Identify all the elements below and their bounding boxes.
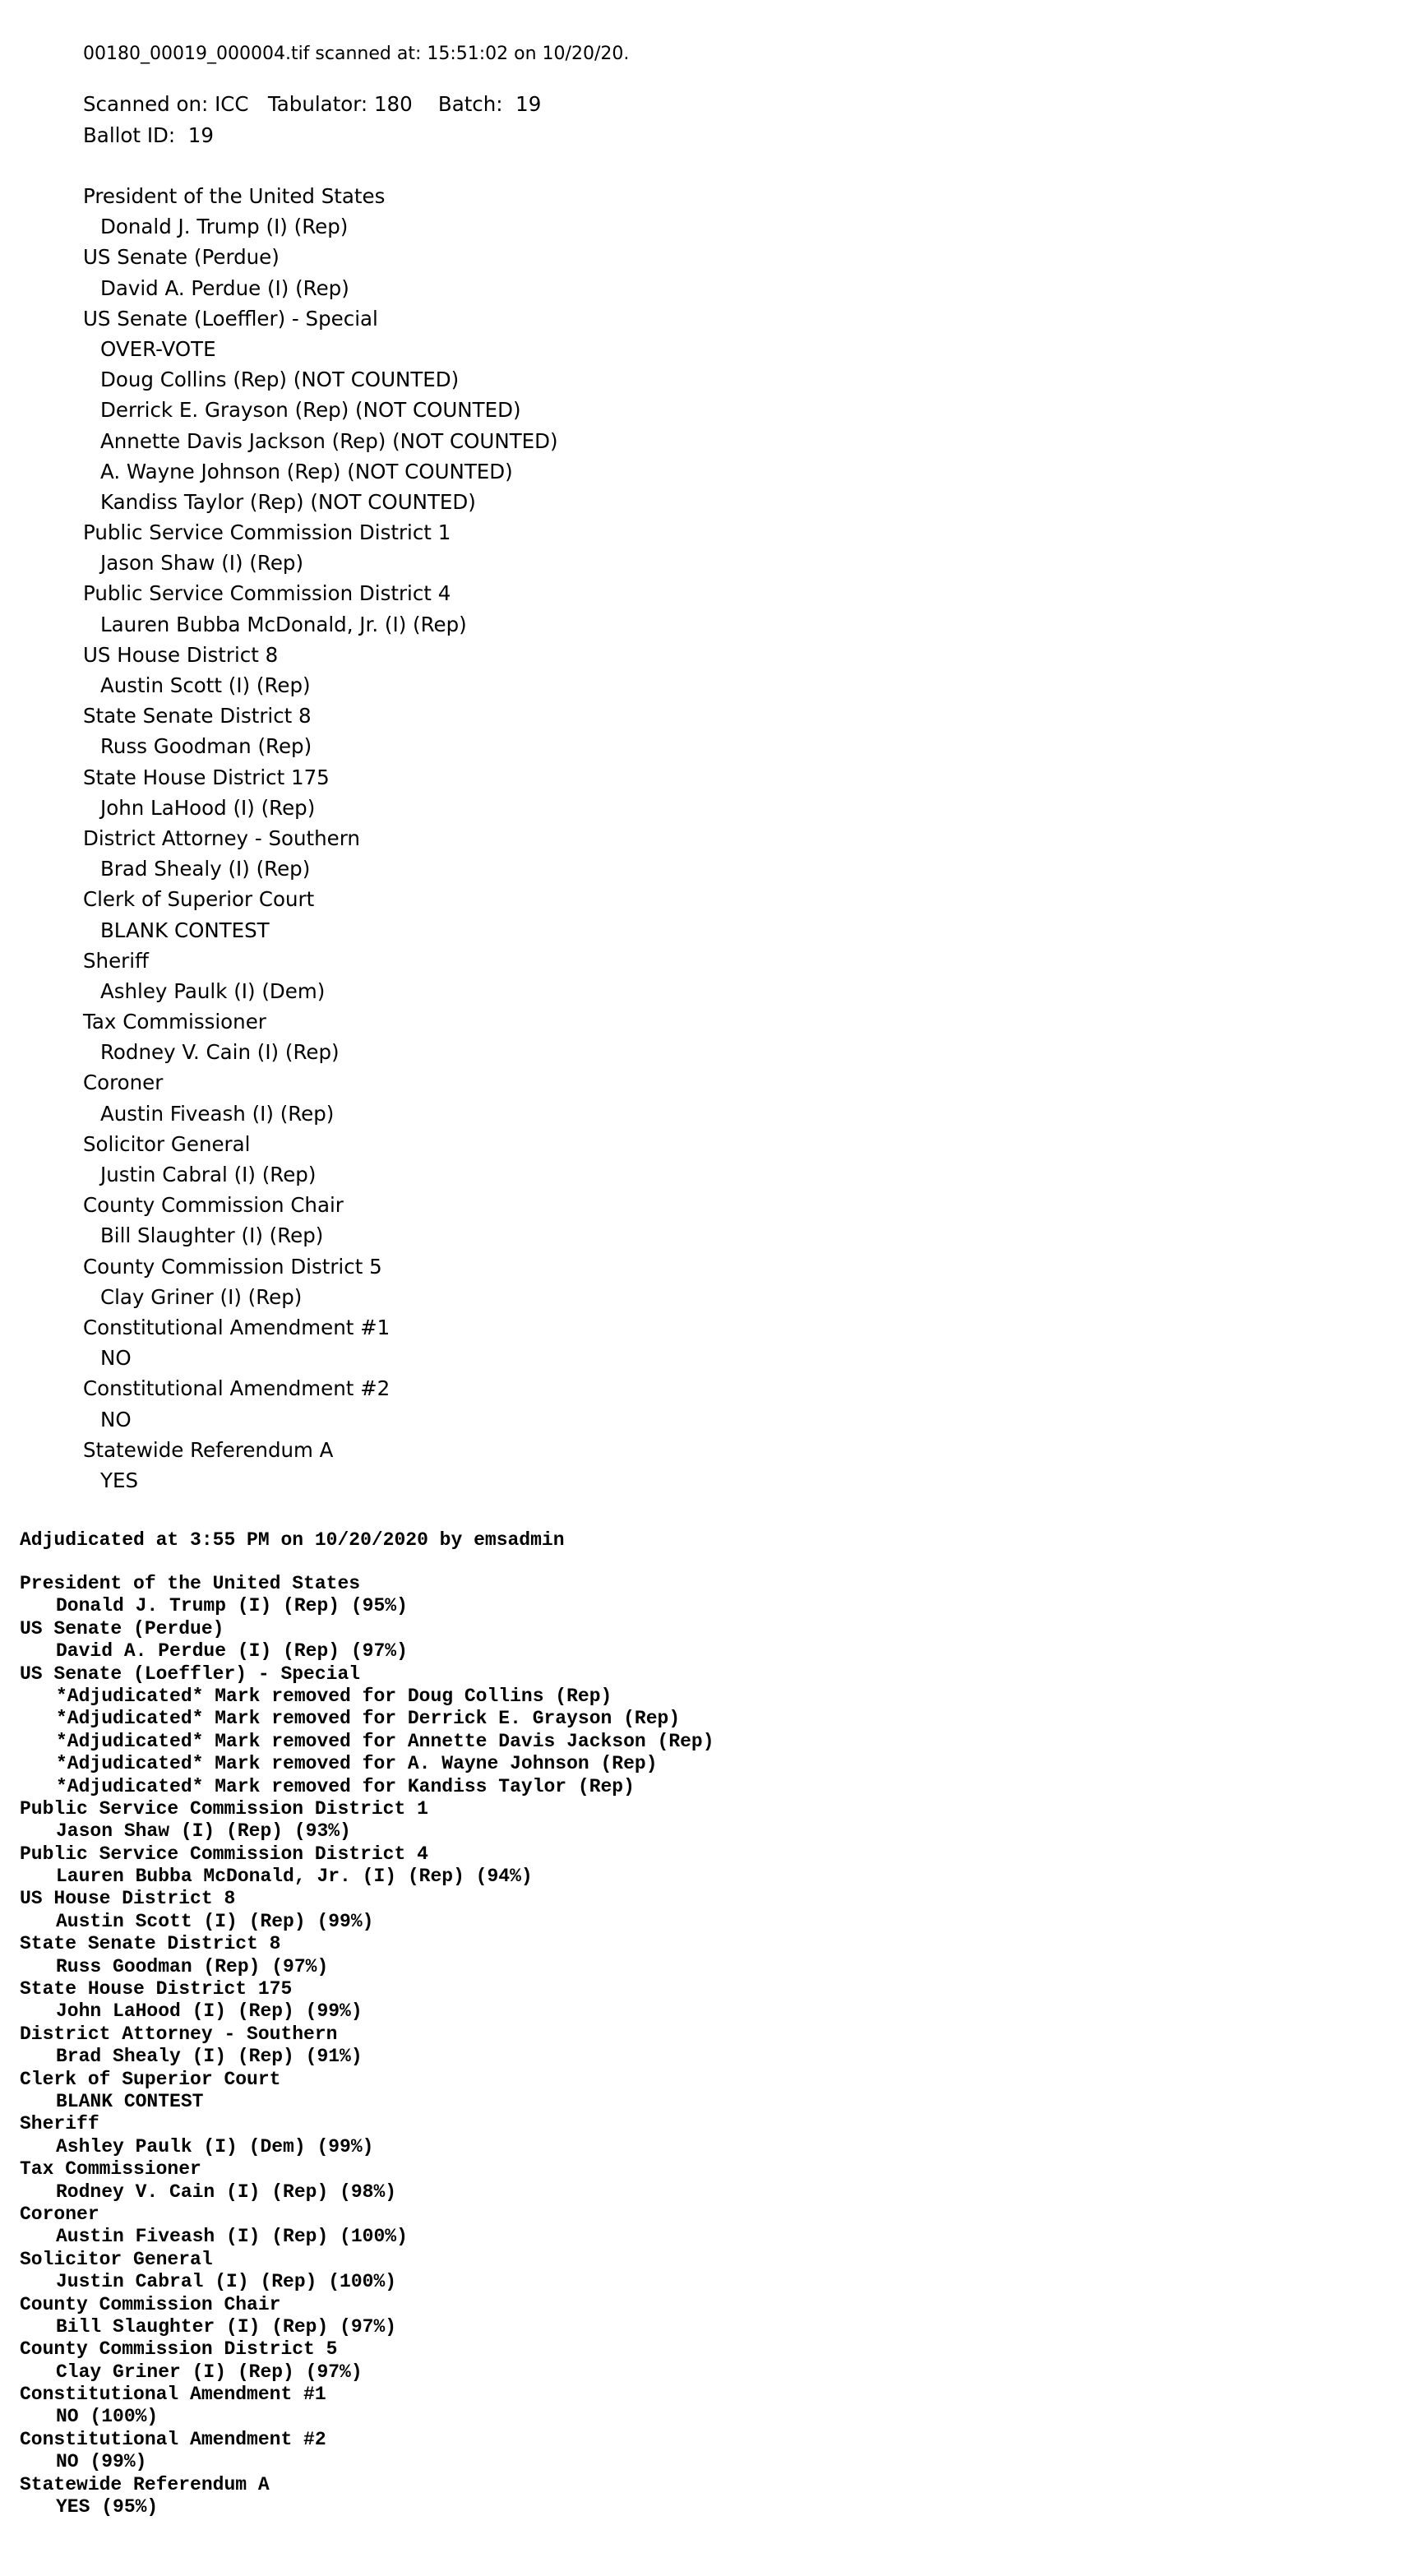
contest-choice: NO xyxy=(100,1346,132,1371)
contest-title: Public Service Commission District 4 xyxy=(83,581,451,606)
contest-choice: Rodney V. Cain (I) (Rep) xyxy=(100,1040,340,1065)
adjudication-contest-list xyxy=(20,1573,1335,2518)
contest-choice: YES (95%) xyxy=(56,2496,159,2518)
contest-title: Statewide Referendum A xyxy=(83,1437,334,1462)
contest-choice: A. Wayne Johnson (Rep) (NOT COUNTED) xyxy=(100,459,513,483)
adjudication-section xyxy=(20,1528,1335,2518)
contest-choice: Brad Shealy (I) (Rep) xyxy=(100,857,311,881)
contest-title: Clerk of Superior Court xyxy=(20,2068,281,2090)
contest-title: Solicitor General xyxy=(83,1131,251,1156)
contest-choice: Rodney V. Cain (I) (Rep) (98%) xyxy=(56,2181,397,2203)
contest-title: County Commission Chair xyxy=(20,2293,281,2315)
contest-choice: Donald J. Trump (I) (Rep) xyxy=(100,215,349,239)
contest-title: Constitutional Amendment #1 xyxy=(20,2384,326,2406)
contest-choice: Russ Goodman (Rep) xyxy=(100,734,312,759)
contest-choice: John LaHood (I) (Rep) (99%) xyxy=(56,2000,363,2023)
adjudication-header: Adjudicated at 3:55 PM on 10/20/2020 by emsadmin xyxy=(20,1529,565,1551)
contest-choice: Clay Griner (I) (Rep) (97%) xyxy=(56,2361,363,2383)
contest-choice: BLANK CONTEST xyxy=(100,918,270,942)
scan-contest-list xyxy=(83,181,1316,1496)
contest-choice: Kandiss Taylor (Rep) (NOT COUNTED) xyxy=(100,489,476,514)
contest-title: State House District 175 xyxy=(20,1978,293,2000)
contest-choice: Brad Shealy (I) (Rep) (91%) xyxy=(56,2046,363,2068)
contest-title: Clerk of Superior Court xyxy=(83,887,315,912)
contest-title: US Senate (Loeffler) - Special xyxy=(20,1663,361,1685)
contest-choice: Bill Slaughter (I) (Rep) xyxy=(100,1223,324,1248)
contest-choice: Jason Shaw (I) (Rep) (93%) xyxy=(56,1820,351,1843)
contest-choice: Annette Davis Jackson (Rep) (NOT COUNTED) xyxy=(100,428,558,453)
contest-choice: Austin Scott (I) (Rep) xyxy=(100,673,311,697)
contest-title: State Senate District 8 xyxy=(83,704,312,728)
contest-choice: Bill Slaughter (I) (Rep) (97%) xyxy=(56,2315,397,2338)
contest-choice: Austin Fiveash (I) (Rep) (100%) xyxy=(56,2226,408,2248)
contest-choice: David A. Perdue (I) (Rep) (97%) xyxy=(56,1640,408,1663)
contest-choice: Austin Fiveash (I) (Rep) xyxy=(100,1101,335,1126)
contest-choice: Justin Cabral (I) (Rep) (100%) xyxy=(56,2271,397,2293)
contest-title: Tax Commissioner xyxy=(20,2158,201,2181)
contest-title: County Commission District 5 xyxy=(83,1254,382,1279)
contest-title: Public Service Commission District 1 xyxy=(83,520,451,545)
contest-choice: *Adjudicated* Mark removed for Derrick E. Grayson (Rep) xyxy=(56,1708,681,1730)
contest-title: US Senate (Perdue) xyxy=(20,1617,224,1639)
contest-choice: Clay Griner (I) (Rep) xyxy=(100,1284,303,1309)
contest-choice: David A. Perdue (I) (Rep) xyxy=(100,275,349,300)
contest-title: Constitutional Amendment #2 xyxy=(20,2428,326,2450)
contest-choice: Russ Goodman (Rep) (97%) xyxy=(56,1955,329,1977)
contest-title: Constitutional Amendment #1 xyxy=(83,1315,391,1339)
contest-title: Constitutional Amendment #2 xyxy=(83,1376,391,1401)
contest-title: US Senate (Loeffler) - Special xyxy=(83,306,378,331)
contest-choice: YES xyxy=(100,1468,138,1492)
contest-title: State House District 175 xyxy=(83,765,330,789)
contest-choice: BLANK CONTEST xyxy=(56,2090,204,2112)
contest-choice: Justin Cabral (I) (Rep) xyxy=(100,1163,317,1186)
contest-choice: Jason Shaw (I) (Rep) xyxy=(100,551,304,576)
contest-title: Coroner xyxy=(83,1071,164,1095)
contest-title: Coroner xyxy=(20,2203,99,2225)
scan-section xyxy=(83,38,1316,1496)
contest-choice: *Adjudicated* Mark removed for Doug Collins (Rep) xyxy=(56,1685,612,1707)
contest-title: Sheriff xyxy=(20,2113,99,2135)
contest-title: President of the United States xyxy=(20,1573,361,1594)
contest-choice: Ashley Paulk (I) (Dem) (99%) xyxy=(56,2135,374,2157)
contest-choice: Ashley Paulk (I) (Dem) xyxy=(100,978,326,1003)
contest-title: District Attorney - Southern xyxy=(83,826,360,850)
contest-choice: *Adjudicated* Mark removed for A. Wayne Johnson (Rep) xyxy=(56,1753,658,1775)
contest-title: Statewide Referendum A xyxy=(20,2473,270,2495)
contest-title: Public Service Commission District 1 xyxy=(20,1797,428,1820)
contest-choice: Doug Collins (Rep) (NOT COUNTED) xyxy=(100,368,460,392)
contest-title: US House District 8 xyxy=(20,1888,236,1910)
contest-choice: NO (100%) xyxy=(56,2406,159,2428)
contest-title: Tax Commissioner xyxy=(83,1010,266,1034)
contest-choice: Donald J. Trump (I) (Rep) (95%) xyxy=(56,1595,408,1617)
ballot-id-line: Ballot ID: 19 xyxy=(83,123,214,147)
contest-choice: Lauren Bubba McDonald, Jr. (I) (Rep) xyxy=(100,612,467,636)
contest-title: County Commission District 5 xyxy=(20,2338,338,2361)
contest-title: US Senate (Perdue) xyxy=(83,245,280,270)
contest-title: County Commission Chair xyxy=(83,1193,344,1218)
contest-title: President of the United States xyxy=(83,184,386,208)
contest-choice: Austin Scott (I) (Rep) (99%) xyxy=(56,1910,374,1932)
contest-title: District Attorney - Southern xyxy=(20,2023,338,2045)
contest-title: Public Service Commission District 4 xyxy=(20,1843,428,1865)
contest-choice: *Adjudicated* Mark removed for Annette Davis Jackson (Rep) xyxy=(56,1730,714,1752)
contest-choice: Derrick E. Grayson (Rep) (NOT COUNTED) xyxy=(100,398,521,423)
contest-title: State Senate District 8 xyxy=(20,1933,281,1955)
contest-title: Sheriff xyxy=(83,948,149,973)
contest-title: Solicitor General xyxy=(20,2248,213,2270)
contest-choice: Lauren Bubba McDonald, Jr. (I) (Rep) (94%) xyxy=(56,1866,533,1888)
scanned-on-line: Scanned on: ICC Tabulator: 180 Batch: 19 xyxy=(83,92,542,116)
contest-title: US House District 8 xyxy=(83,642,279,667)
contest-choice: NO xyxy=(100,1407,132,1431)
contest-choice: NO (99%) xyxy=(56,2451,147,2473)
contest-choice: OVER-VOTE xyxy=(100,336,216,361)
contest-choice: *Adjudicated* Mark removed for Kandiss Taylor (Rep) xyxy=(56,1775,635,1797)
contest-choice: John LaHood (I) (Rep) xyxy=(100,795,316,820)
scan-header: 00180_00019_000004.tif scanned at: 15:51:02 on 10/20/20. xyxy=(83,44,630,64)
